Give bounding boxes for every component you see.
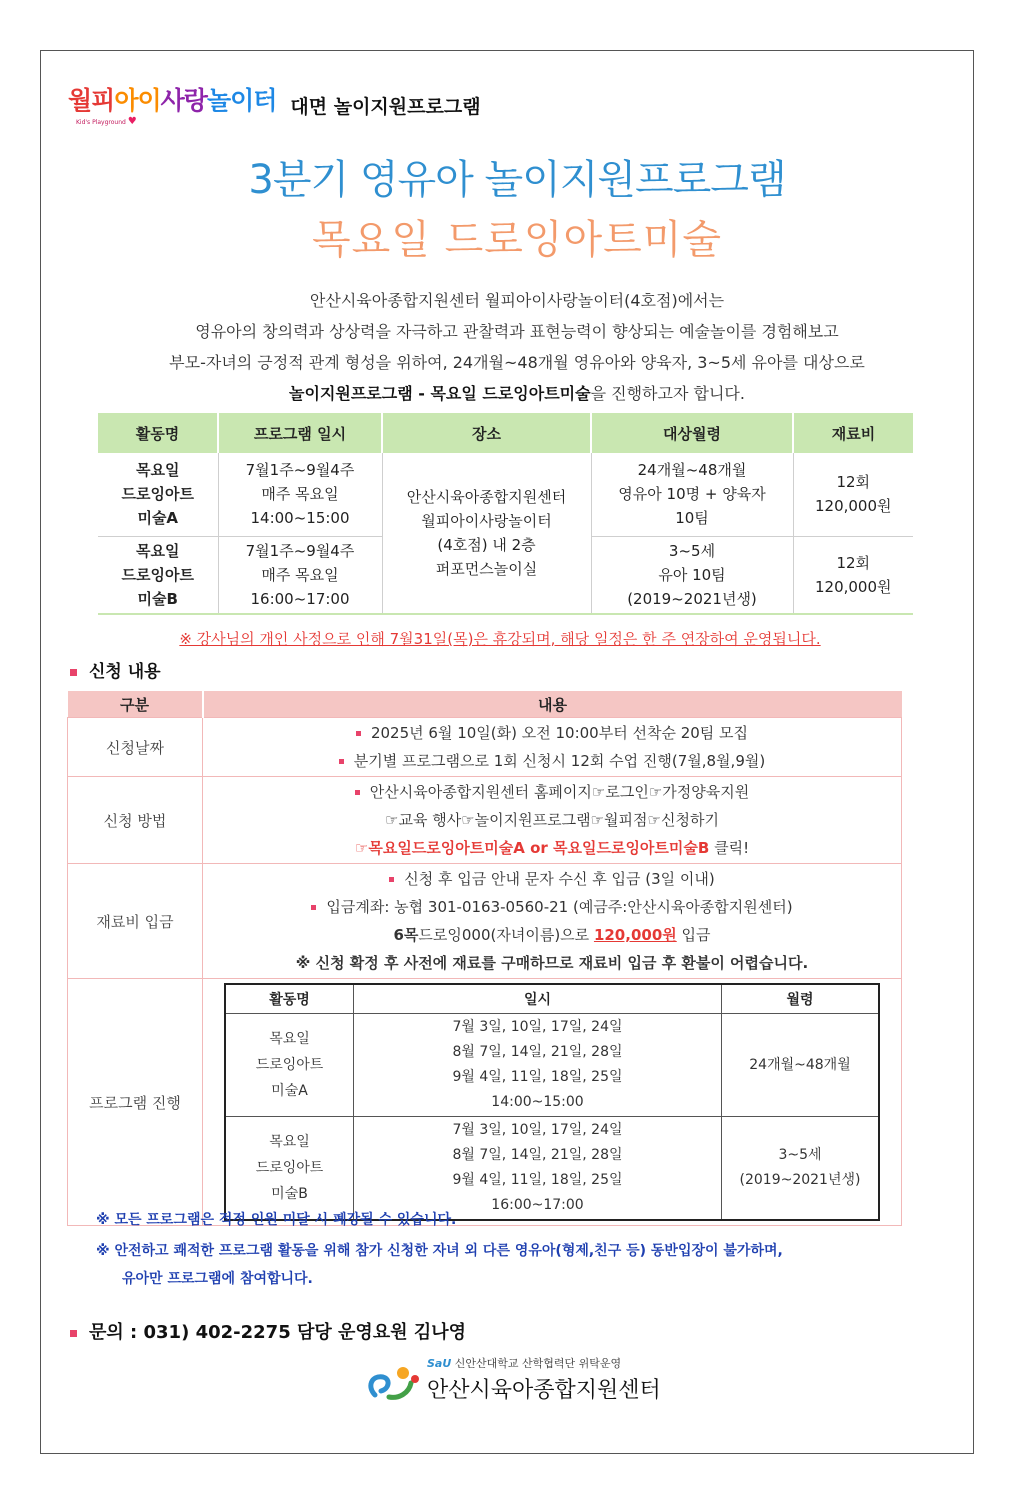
table-header-row bbox=[68, 691, 902, 718]
content-method bbox=[203, 777, 902, 864]
cell-line: 미술B bbox=[137, 589, 178, 608]
footnote-1: ※ 모든 프로그램은 적정 인원 미달 시 폐강될 수 있습니다. bbox=[96, 1212, 457, 1228]
cell-line: 9월 4일, 11일, 18일, 25일 bbox=[452, 1069, 623, 1085]
cell-line: 미술A bbox=[137, 509, 179, 528]
cell-line: (4호점) 내 2층 bbox=[437, 536, 536, 554]
content-line bbox=[204, 778, 900, 806]
cell-schedule bbox=[218, 536, 382, 614]
cell-line: 8월 7일, 14일, 21일, 28일 bbox=[452, 1147, 623, 1163]
bullet-icon bbox=[389, 877, 394, 882]
intro-rest: 을 진행하고자 합니다. bbox=[590, 384, 745, 403]
cell-line: 14:00~15:00 bbox=[250, 509, 350, 528]
intro-line: 영유아의 창의력과 상상력을 자극하고 관찰력과 표현능력이 향상되는 예술놀이를 경험해보고 bbox=[195, 322, 839, 341]
logo-sub-text: Kid's Playground bbox=[76, 118, 126, 126]
cell-line: 영유아 10명 + 양육자 bbox=[618, 485, 766, 504]
cell-line: 목요일 bbox=[269, 1134, 310, 1150]
cell-line: 24개월~48개월 bbox=[749, 1056, 851, 1073]
table-header-row bbox=[225, 984, 879, 1014]
cell-fee bbox=[793, 453, 913, 536]
content-line bbox=[204, 893, 900, 921]
th-place: 장소 bbox=[382, 413, 591, 453]
label-date: 신청날짜 bbox=[68, 718, 203, 777]
th-dates: 일시 bbox=[354, 984, 722, 1014]
content-line bbox=[204, 719, 900, 747]
content-line bbox=[204, 921, 900, 949]
cell-name bbox=[225, 1117, 354, 1221]
cell-line: 3~5세 bbox=[668, 541, 716, 560]
cell-line: 목요일 bbox=[136, 461, 180, 480]
sub-title: 목요일 드로잉아트미술 bbox=[311, 217, 723, 263]
cell-line: 24개월~48개월 bbox=[637, 461, 747, 480]
table-row bbox=[98, 453, 913, 536]
cell-line: 16:00~17:00 bbox=[250, 589, 350, 608]
logo-part: 월피 bbox=[68, 85, 115, 115]
logo-part: 놀이터 bbox=[206, 85, 277, 115]
bullet-icon bbox=[311, 905, 316, 910]
cell-name bbox=[98, 536, 218, 614]
intro-line: 안산시육아종합지원센터 월피아이사랑놀이터(4호점)에서는 bbox=[309, 291, 725, 310]
logo-text bbox=[68, 86, 276, 115]
bullet-icon bbox=[339, 759, 344, 764]
cell-line: 14:00~15:00 bbox=[491, 1094, 584, 1110]
cell-line: 12회 bbox=[836, 553, 871, 572]
th-category: 구분 bbox=[68, 691, 203, 718]
cell-line: 7월1주~9월4주 bbox=[245, 541, 355, 560]
footnote-2: ※ 안전하고 쾌적한 프로그램 활동을 위해 참가 신청한 자녀 외 다른 영유아(형제,친구 등) 동반입장이 불가하며, bbox=[96, 1243, 783, 1259]
th-fee: 재료비 bbox=[793, 413, 913, 453]
line-bold: 6목 bbox=[393, 926, 419, 944]
intro-bold: 놀이지원프로그램 - 목요일 드로잉아트미술 bbox=[289, 384, 591, 403]
wolpi-logo bbox=[68, 85, 277, 127]
content-date bbox=[203, 718, 902, 777]
cell-line: 미술A bbox=[271, 1083, 308, 1099]
cell-line: 드로잉아트 bbox=[255, 1160, 324, 1176]
th-schedule: 프로그램 일시 bbox=[218, 413, 382, 453]
content-line: ☞교육 행사☞놀이지원프로그램☞월피점☞신청하기 bbox=[385, 811, 719, 829]
table-row bbox=[68, 718, 902, 777]
bullet-icon bbox=[356, 731, 361, 736]
bullet-icon bbox=[355, 790, 360, 795]
line-text: 신청 후 입금 안내 문자 수신 후 입금 (3일 이내) bbox=[404, 870, 715, 888]
center-logo bbox=[365, 1355, 695, 1405]
cell-line: 매주 목요일 bbox=[261, 485, 339, 504]
cell-line: 드로잉아트 bbox=[121, 485, 194, 504]
cell-line: (2019~2021년생) bbox=[627, 589, 757, 608]
sponsor-text bbox=[427, 1355, 621, 1371]
cell-line: 안산시육아종합지원센터 bbox=[406, 488, 567, 506]
logo-sub bbox=[76, 116, 137, 127]
logo-part: 사랑 bbox=[160, 85, 207, 115]
cell-line: 미술B bbox=[271, 1186, 308, 1202]
cell-name bbox=[98, 453, 218, 536]
intro-line bbox=[70, 378, 964, 409]
cell-line: 매주 목요일 bbox=[261, 565, 339, 584]
cell-line: 드로잉아트 bbox=[121, 565, 194, 584]
center-name: 안산시육아종합지원센터 bbox=[427, 1378, 661, 1403]
content-progress bbox=[203, 979, 902, 1226]
cell-line: 12회 bbox=[836, 473, 871, 492]
table-row bbox=[225, 1117, 879, 1221]
cell-age bbox=[722, 1014, 880, 1117]
th-target: 대상월령 bbox=[591, 413, 793, 453]
content-line bbox=[204, 865, 900, 893]
content-line bbox=[204, 834, 900, 862]
cell-dates bbox=[354, 1014, 722, 1117]
cell-target bbox=[591, 453, 793, 536]
cell-target bbox=[591, 536, 793, 614]
table-header-row bbox=[98, 413, 913, 453]
contact-text: 문의 : 031) 402-2275 담당 운영요원 김나영 bbox=[89, 1322, 467, 1343]
section-title bbox=[70, 657, 161, 682]
contact-info bbox=[70, 1318, 466, 1344]
th-name: 활동명 bbox=[225, 984, 354, 1014]
fee-amount: 120,000원 bbox=[593, 926, 677, 944]
sponsor-line: 신안산대학교 산학협력단 위탁운영 bbox=[454, 1357, 622, 1370]
label-progress: 프로그램 진행 bbox=[68, 979, 203, 1226]
cell-line: 목요일 bbox=[269, 1031, 310, 1047]
cell-line: 9월 4일, 11일, 18일, 25일 bbox=[452, 1172, 623, 1188]
square-bullet-icon bbox=[70, 669, 77, 676]
cell-line: 유아 10팀 bbox=[658, 565, 726, 584]
cell-line: 8월 7일, 14일, 21일, 28일 bbox=[452, 1044, 623, 1060]
refund-warning: ※ 신청 확정 후 사전에 재료를 구매하므로 재료비 입금 후 환불이 어렵습니다. bbox=[295, 954, 809, 972]
cell-age bbox=[722, 1117, 880, 1221]
progress-table bbox=[224, 983, 880, 1221]
line-text: 드로잉000(자녀이름)으로 bbox=[418, 926, 594, 944]
sau-mark-icon: SaU bbox=[427, 1357, 452, 1370]
table-row bbox=[68, 777, 902, 864]
line-text: 클릭! bbox=[709, 839, 750, 857]
th-name: 활동명 bbox=[98, 413, 218, 453]
cell-schedule bbox=[218, 453, 382, 536]
program-link-text: ☞목요일드로잉아트미술A or 목요일드로잉아트미술B bbox=[354, 839, 710, 857]
line-text: 입금 bbox=[676, 926, 711, 944]
cell-line: 10팀 bbox=[675, 509, 709, 528]
cell-line: 월피아이사랑놀이터 bbox=[421, 512, 552, 530]
line-text: 분기별 프로그램으로 1회 신청시 12회 수업 진행(7월,8월,9월) bbox=[353, 752, 766, 770]
cell-line: 16:00~17:00 bbox=[491, 1197, 584, 1213]
cell-line: 7월 3일, 10일, 17일, 24일 bbox=[452, 1019, 623, 1035]
cell-line: 7월 3일, 10일, 17일, 24일 bbox=[452, 1122, 623, 1138]
table-row bbox=[68, 979, 902, 1226]
line-text: 2025년 6월 10일(화) 오전 10:00부터 선착순 20팀 모집 bbox=[370, 724, 749, 742]
content-fee bbox=[203, 864, 902, 979]
cell-line: 120,000원 bbox=[814, 497, 892, 516]
cell-fee bbox=[793, 536, 913, 614]
line-text: 안산시육아종합지원센터 홈페이지☞로그인☞가정양육지원 bbox=[369, 783, 750, 801]
content-line bbox=[204, 747, 900, 775]
table-row bbox=[68, 864, 902, 979]
th-content: 내용 bbox=[203, 691, 902, 718]
cell-line: 3~5세 bbox=[778, 1147, 822, 1163]
cell-line: 목요일 bbox=[136, 541, 180, 560]
main-title: 3분기 영유아 놀이지원프로그램 bbox=[248, 157, 786, 203]
heart-icon: ♥ bbox=[127, 115, 137, 127]
label-fee: 재료비 입금 bbox=[68, 864, 203, 979]
cell-line: 7월1주~9월4주 bbox=[245, 461, 355, 480]
th-age: 월령 bbox=[722, 984, 880, 1014]
label-method: 신청 방법 bbox=[68, 777, 203, 864]
header bbox=[68, 80, 481, 127]
closure-notice: ※ 강사님의 개인 사정으로 인해 7월31일(목)은 휴강되며, 해당 일정은 한 주 연장하여 운영됩니다. bbox=[179, 630, 821, 648]
cell-place bbox=[382, 453, 591, 614]
cell-line: (2019~2021년생) bbox=[739, 1172, 861, 1188]
program-table bbox=[98, 413, 913, 615]
center-logo-icon bbox=[365, 1357, 425, 1405]
intro-line: 부모-자녀의 긍정적 관계 형성을 위하여, 24개월~48개월 영유아와 양육자, 3~5세 유아를 대상으로 bbox=[169, 353, 865, 372]
cell-dates bbox=[354, 1117, 722, 1221]
square-bullet-icon bbox=[70, 1330, 77, 1337]
cell-line: 드로잉아트 bbox=[255, 1057, 324, 1073]
cell-line: 120,000원 bbox=[814, 577, 892, 596]
logo-part: 아이 bbox=[114, 85, 161, 115]
application-table bbox=[67, 691, 902, 1226]
intro-text bbox=[70, 285, 964, 409]
cell-line: 퍼포먼스놀이실 bbox=[435, 560, 538, 578]
footnote-3: 유아만 프로그램에 참여합니다. bbox=[122, 1271, 313, 1287]
table-row bbox=[225, 1014, 879, 1117]
section-title-text: 신청 내용 bbox=[89, 662, 161, 682]
header-title: 대면 놀이지원프로그램 bbox=[290, 95, 481, 118]
line-text: 입금계좌: 농협 301-0163-0560-21 (예금주:안산시육아종합지원센터) bbox=[326, 898, 793, 916]
cell-name bbox=[225, 1014, 354, 1117]
